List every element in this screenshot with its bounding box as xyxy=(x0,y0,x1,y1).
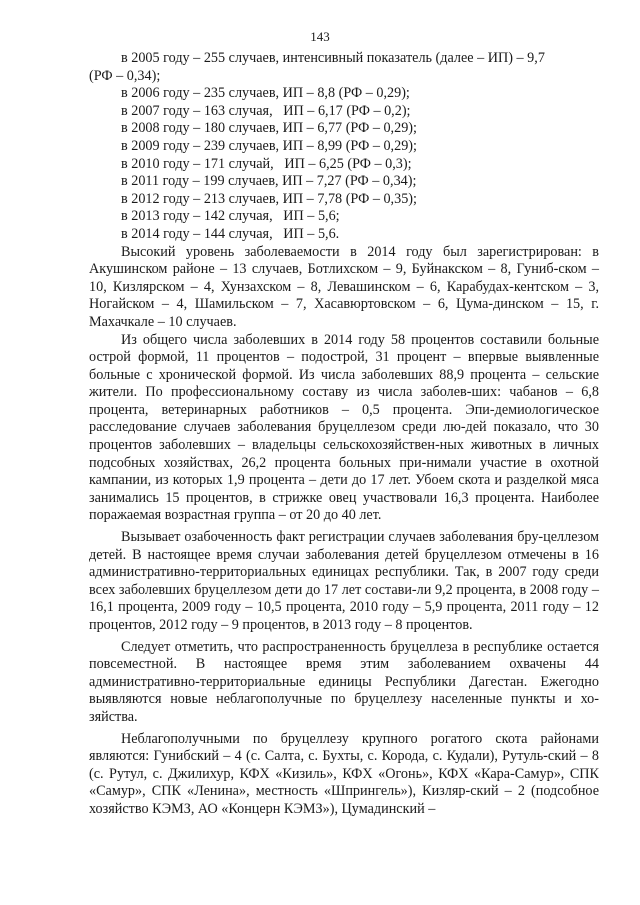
stat-line-2013: в 2013 году – 142 случая, ИП – 5,6; xyxy=(121,208,340,225)
stat-line-2006: в 2006 году – 235 случаев, ИП – 8,8 (РФ – 0,29); xyxy=(121,85,410,102)
paragraph-unfavorable-districts: Неблагополучными по бруцеллезу крупного рогатого скота районами являются: Гунибский – 4 (с. Салта, с. Бухты, с. Корода, с. Кудали), Рутуль-ский – 8 (с. Рутул, с. Джилихур, КФХ «Кизиль», КФХ «Огонь», КФХ «Кара-Самур», СПК «Самур», СПК «Ленина», местность «Шпрингель»), Кизляр-ский – 2 (подсобное хозяйство КЭМЗ, АО «Концерн КЭМЗ»), Цумадинский – xyxy=(89,730,599,817)
stat-line-2014: в 2014 году – 144 случая, ИП – 5,6. xyxy=(121,225,340,242)
stat-line-2007: в 2007 году – 163 случая, ИП – 6,17 (РФ – 0,2); xyxy=(121,102,411,119)
page-content xyxy=(89,50,599,819)
paragraph-patient-structure: Из общего числа заболевших в 2014 году 58 процентов составили больные острой формой, 11 процентов – подострой, 31 процент – впервые выявленные больные с хронической формой. Из числа заболевших 88,9 процента – сельские жители. По профессиональному составу из числа заболев-ших: чабанов – 6,8 процента, ветеринарных работников – 0,5 процента. Эпи-демиологическое расследование случаев заболевания бруцеллезом среди лю-дей показало, что 30 процентов заболевших – владельцы сельскохозяйствен-ных животных в личных подсобных хозяйствах, 26,2 процента больных при-нимали участие в охотной кампании, из которых 1,9 процента – дети до 17 лет. Убоем скота и разделкой мяса занимались 15 процентов, в стрижке овец участвовали 16,3 процента. Наиболее поражаемая возрастная группа – от 20 до 40 лет. xyxy=(89,331,599,524)
paragraph-prevalence: Следует отметить, что распространенность бруцеллеза в республике остается повсеместной. В настоящее время этим заболеванием охвачены 44 административно-территориальные единицы Республики Дагестан. Ежегодно выявляются новые неблагополучные по бруцеллезу населенные пункты и хо-зяйства. xyxy=(89,638,599,725)
page-number: 143 xyxy=(310,29,330,44)
paragraph-high-incidence-districts: Высокий уровень заболеваемости в 2014 году был зарегистрирован: в Акушинском районе – 13 случаев, Ботлихском – 9, Буйнакском – 8, Гуниб-ском – 10, Кизлярском – 4, Хунзахском – 8, Левашинском – 6, Карабудах-кентском – 3, Ногайском – 4, Шамильском – 7, Хасавюртовском – 6, Цума-динском – 15, г. Махачкале – 10 случаев. xyxy=(89,243,599,330)
stat-line-2010: в 2010 году – 171 случай, ИП – 6,25 (РФ – 0,3); xyxy=(121,155,412,172)
stat-line-2008: в 2008 году – 180 случаев, ИП – 6,77 (РФ – 0,29); xyxy=(121,120,417,137)
paragraph-children-cases: Вызывает озабоченность факт регистрации случаев заболевания бру-целлезом детей. В настоящее время случаи заболевания детей бруцеллезом отмечены в 16 административно-территориальных единицах республики. Так, в 2007 году среди всех заболевших бруцеллезом дети до 17 лет состави-ли 9,2 процента, в 2008 году – 16,1 процента, 2009 году – 10,5 процента, 2010 году – 5,9 процента, 2011 году – 12 процентов, 2012 году – 9 процентов, в 2013 году – 8 процентов. xyxy=(89,529,599,633)
stat-line-2009: в 2009 году – 239 случаев, ИП – 8,99 (РФ – 0,29); xyxy=(121,137,417,154)
stat-line-2012: в 2012 году – 213 случаев, ИП – 7,78 (РФ – 0,35); xyxy=(121,190,417,207)
yearly-statistics-list xyxy=(89,50,599,244)
stat-line-2011: в 2011 году – 199 случаев, ИП – 7,27 (РФ – 0,34); xyxy=(121,173,417,190)
stat-line-2005: в 2005 году – 255 случаев, интенсивный показатель (далее – ИП) – 9,7 xyxy=(121,50,545,66)
stat-line-2005-continued: (РФ – 0,34); xyxy=(89,67,161,84)
